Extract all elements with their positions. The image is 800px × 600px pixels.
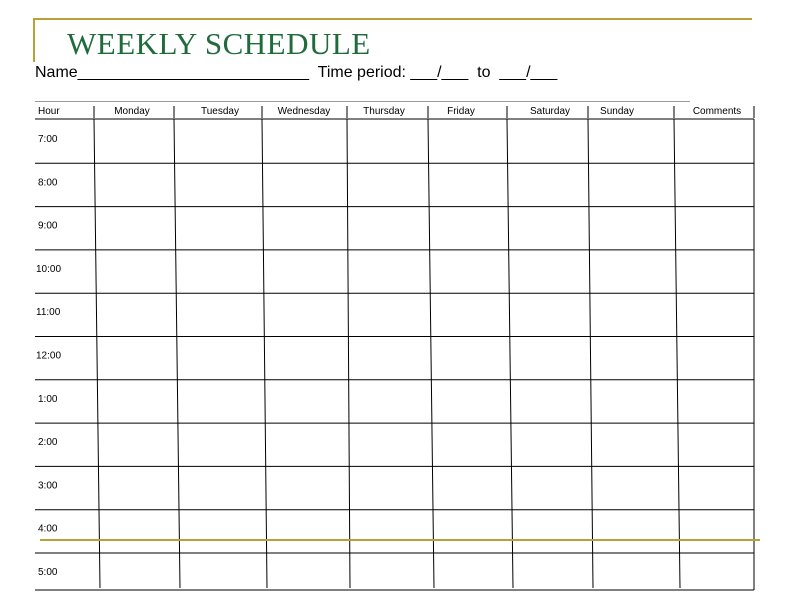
column-header-friday: Friday bbox=[447, 106, 475, 117]
column-header-monday: Monday bbox=[114, 106, 150, 117]
column-header-sunday: Sunday bbox=[600, 106, 634, 117]
hour-label: 11:00 bbox=[36, 307, 61, 319]
column-divider bbox=[347, 119, 350, 588]
hour-label: 10:00 bbox=[36, 263, 62, 275]
column-header-thursday: Thursday bbox=[363, 106, 405, 117]
hour-label: 7:00 bbox=[38, 134, 58, 145]
hour-label: 2:00 bbox=[38, 437, 58, 449]
name-period-line: Name__________________________ Time period: ___/___ to ___/___ bbox=[35, 64, 558, 81]
column-header-tuesday: Tuesday bbox=[201, 106, 239, 117]
hour-label: 5:00 bbox=[38, 567, 58, 578]
column-divider bbox=[428, 119, 434, 588]
hour-label: 12:00 bbox=[36, 350, 62, 362]
column-divider bbox=[262, 119, 267, 588]
hour-label: 8:00 bbox=[38, 177, 58, 189]
column-divider bbox=[174, 119, 180, 588]
column-header-comments: Comments bbox=[692, 106, 742, 117]
column-divider bbox=[588, 119, 593, 588]
hour-label: 9:00 bbox=[38, 220, 58, 232]
column-header-saturday: Saturday bbox=[529, 106, 571, 117]
column-header-wednesday: Wednesday bbox=[277, 106, 331, 117]
column-divider bbox=[94, 119, 100, 588]
column-divider bbox=[674, 119, 680, 588]
hour-label: 1:00 bbox=[38, 393, 58, 405]
hour-label: 4:00 bbox=[38, 523, 58, 535]
gold-bottom-rule bbox=[40, 539, 760, 541]
hour-label: 3:00 bbox=[38, 480, 58, 492]
column-header-hour: Hour bbox=[38, 106, 60, 117]
page-title: WEEKLY SCHEDULE bbox=[67, 26, 371, 61]
column-divider bbox=[507, 119, 513, 588]
